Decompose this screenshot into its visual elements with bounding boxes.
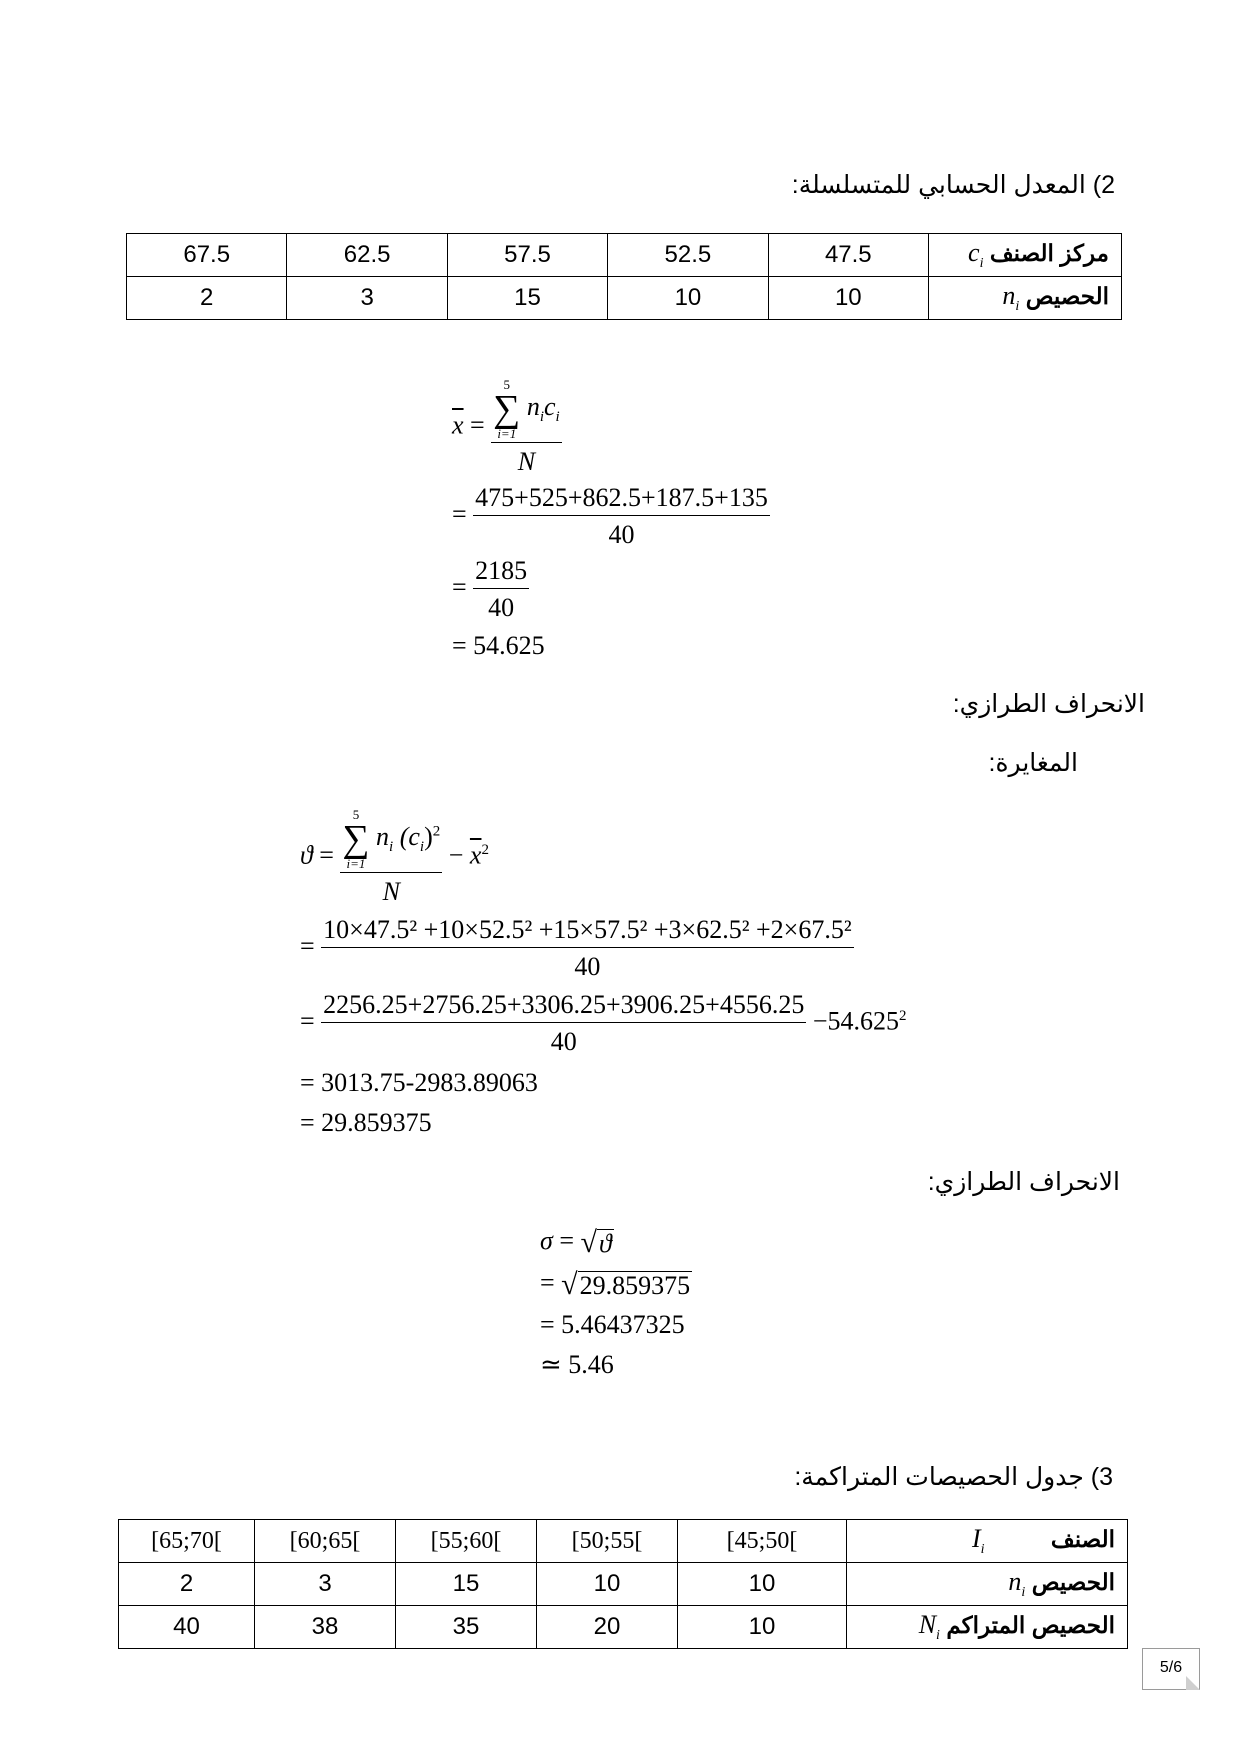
- table-cell: [60;65[: [255, 1520, 396, 1563]
- fraction-denominator: 40: [608, 520, 635, 549]
- row-symbol: $N_i$: [918, 1609, 940, 1644]
- table-row: [127, 234, 1122, 277]
- mean-step-1: = $\frac{475+525+862.5+187.5+135}{40}$: [452, 483, 768, 549]
- fraction-denominator: 40: [550, 1027, 577, 1056]
- table-row: [119, 1520, 1128, 1563]
- table-cell: [50;55[: [537, 1520, 678, 1563]
- mean-result: = 54.625: [452, 631, 545, 660]
- table-cell: 47.5: [768, 234, 928, 277]
- page-number-label: 5/6: [1159, 1659, 1183, 1676]
- table-cell: 62.5: [287, 234, 447, 277]
- table-cell: 10: [768, 277, 928, 320]
- fraction-numerator: 475+525+862.5+187.5+135: [473, 483, 770, 516]
- page-number: [1142, 1648, 1200, 1690]
- sqrt-sign: √ 29.859375: [561, 1267, 691, 1301]
- std-heading: الانحراف الطرازي:: [952, 690, 1145, 718]
- row-header: [929, 234, 1122, 277]
- table-cell: [45;50[: [678, 1520, 847, 1563]
- table-cell: 57.5: [447, 234, 607, 277]
- section-3-heading: 3) جدول الحصيصات المتراكمة:: [794, 1463, 1113, 1491]
- table-row: [127, 277, 1122, 320]
- row-symbol: $c_i$: [968, 237, 984, 272]
- table-cell: 10: [537, 1563, 678, 1606]
- fraction-denominator: 40: [574, 952, 601, 981]
- table-cell: 67.5: [127, 234, 287, 277]
- row-header: [847, 1606, 1128, 1649]
- variance-step-2: = $\frac{2256.25+2756.25+3306.25+3906.25+4556.25}{40}$ $-54.625^2$: [300, 990, 907, 1056]
- cumulative-frequency-table: [118, 1519, 1128, 1649]
- variance-formula: ϑ = 5 ∑ i=1 $n_i$ $(c_i)^2$ N − $\overline{x}^2$: [300, 807, 489, 906]
- table-cell: 38: [255, 1606, 396, 1649]
- table-cell: 2: [119, 1563, 255, 1606]
- table-cell: 2: [127, 277, 287, 320]
- table-cell: 3: [287, 277, 447, 320]
- row-symbol: $n_i$: [1002, 280, 1020, 315]
- sum-sign: 5 ∑ i=1: [342, 807, 370, 871]
- table-row: [119, 1563, 1128, 1606]
- variance-symbol: ϑ: [300, 840, 313, 870]
- row-header: [847, 1563, 1128, 1606]
- fraction-numerator: 2256.25+2756.25+3306.25+3906.25+4556.25: [321, 990, 806, 1023]
- table-cell: 10: [608, 277, 768, 320]
- table-cell: 20: [537, 1606, 678, 1649]
- std-heading-2: الانحراف الطرازي:: [927, 1168, 1120, 1196]
- table-cell: 15: [396, 1563, 537, 1606]
- mean-fraction: 5 ∑ i=1 $n_ic_i$ N: [493, 377, 560, 476]
- row-symbol: $I_i$: [971, 1523, 985, 1558]
- sum-sign: 5 ∑ i=1: [493, 377, 521, 441]
- row-label: الحصيص: [1025, 282, 1109, 309]
- table-cell: 10: [678, 1606, 847, 1649]
- row-label: مركز الصنف: [989, 239, 1109, 266]
- table-cell: 40: [119, 1606, 255, 1649]
- table-cell: 35: [396, 1606, 537, 1649]
- table-cell: [65;70[: [119, 1520, 255, 1563]
- std-formula: σ = √ ϑ: [540, 1225, 612, 1259]
- table-cell: 52.5: [608, 234, 768, 277]
- variance-fraction: 5 ∑ i=1 $n_i$ $(c_i)^2$ N: [342, 807, 441, 906]
- row-label: الصنف: [1050, 1525, 1115, 1552]
- section-2-heading: 2) المعدل الحسابي للمتسلسلة:: [791, 171, 1115, 199]
- table-row: [119, 1606, 1128, 1649]
- sqrt-sign: √ ϑ: [580, 1225, 612, 1259]
- table-cell: 15: [447, 277, 607, 320]
- table-cell: [55;60[: [396, 1520, 537, 1563]
- class-center-table: [126, 233, 1122, 320]
- variance-step-4: = 29.859375: [300, 1108, 432, 1137]
- fraction-denominator: 40: [488, 593, 515, 622]
- row-label: الحصيص: [1031, 1568, 1115, 1595]
- mean-step-2: = $\frac{2185}{40}$: [452, 556, 528, 622]
- std-step-1: = √ 29.859375: [540, 1267, 691, 1301]
- std-step-2: = 5.46437325: [540, 1310, 685, 1339]
- mean-formula: $\overline{x}$ = 5 ∑ i=1 $n_ic_i$ N: [452, 377, 560, 476]
- variance-step-3: = 3013.75-2983.89063: [300, 1068, 538, 1097]
- std-step-3: ≃ 5.46: [540, 1350, 614, 1379]
- mean-symbol: $\overline{x}$: [452, 410, 464, 440]
- variance-heading: المغايرة:: [988, 749, 1078, 777]
- table-cell: 3: [255, 1563, 396, 1606]
- page-fold-icon: [1186, 1676, 1200, 1690]
- fraction-numerator: 10×47.5² +10×52.5² +15×57.5² +3×62.5² +2×67.5²: [321, 915, 853, 948]
- row-header: [847, 1520, 1128, 1563]
- variance-step-1: = $\frac{\text{10×47.5² +10×52.5² +15×57.5² +3×62.5² +2×67.5²}}{40}$: [300, 915, 852, 981]
- fraction-numerator: 2185: [473, 556, 529, 589]
- row-header: [929, 277, 1122, 320]
- row-symbol: $n_i$: [1008, 1566, 1026, 1601]
- row-label: الحصيص المتراكم: [946, 1611, 1115, 1638]
- sigma-symbol: σ: [540, 1226, 553, 1255]
- table-cell: 10: [678, 1563, 847, 1606]
